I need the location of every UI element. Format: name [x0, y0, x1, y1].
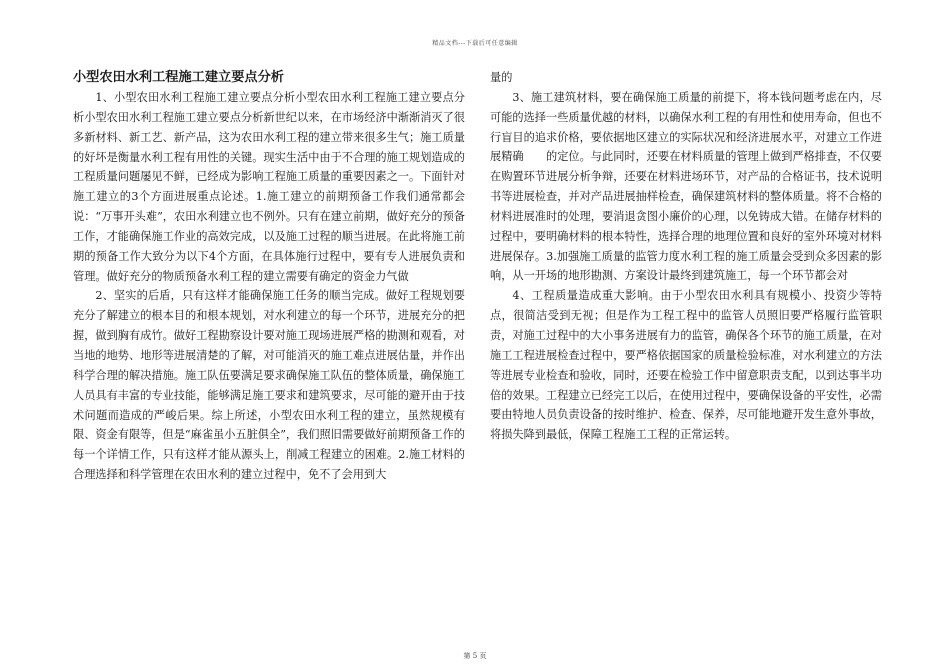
right-column: [490, 68, 882, 445]
paragraph-4: 4、工程质量造成重大影响。由于小型农田水利具有规模小、投资少等特点，很简洁受到无视；但是作为工程工程中的监管人员照旧要严格履行监管职责，对施工过程中的大小事务进展有力的监管，确保各个环节的施工质量，在对施工工程进展检查过程中，要严格依据国家的质量检验标准，对水利建立的方法等进展专业检查和验收，同时，还要在检验工作中留意职责支配，以到达事半功倍的效果。工程建立已经完工以后，在使用过程中，要确保设备的平安性，必需要由特地人员负责设备的按时维护、检查、保养，尽可能地避开发生意外事故，将损失降到最低，保障工程施工工程的正常运转。: [490, 289, 882, 442]
paragraph-1: 1、小型农田水利工程施工建立要点分析小型农田水利工程施工建立要点分析小型农田水利工程施工建立要点分析新世纪以来，在市场经济中渐渐消灭了很多新材料、新工艺、新产品，这为农田水利工程的建立带来很多生气；施工质量的好坏是衡量水利工程有用性的关键。现实生活中由于不合理的施工规划造成的工程质量问题屡见不鲜，已经成为影响工程施工质量的重要因素之一。下面针对施工建立的3个方面进展重点论述。1.施工建立的前期预备工作我们通常都会说：“万事开头难”，农田水利建立也不例外。只有在建立前期，做好充分的预备工作，才能确保施工作业的高效完成，以及施工过程的顺当进展。在此将施工前期的预备工作大致分为以下4个方面，在具体施行过程中，要有专人进展负责和管理。做好充分的物质预备水利工程的建立需要有确定的资金力气做: [73, 91, 465, 283]
page-header: 精品文档---下载后可任意编辑: [432, 40, 518, 47]
document-title: 小型农田水利工程施工建立要点分析: [73, 70, 284, 85]
paragraph-continuation: 量的: [490, 71, 513, 84]
paragraph-3: 3、施工建筑材料，要在确保施工质量的前提下，将本钱问题考虑在内，尽可能的选择一些质量优越的材料，以确保水利工程的有用性和使用寿命，但也不行盲目的追求价格，要依据地区建立的实际状况和经济进展水平，对建立工作进展精确 的定位。与此同时，还要在材料质量的管理上做到严格排查，不仅要在购置环节进展分析争辩，还要在材料进场环节，对产品的合格证书，技术说明书等进展检查，并对产品进展抽样检查，确保建筑材料的整体质量。将不合格的材料进展准时的处理，要消退贪图小廉价的心理，以免铸成大错。在储存材料的过程中，要明确材料的根本特性，选择合理的地理位置和良好的室外环境对材料进展保存。3.加强施工质量的监管力度水利工程的施工质量会受到众多因素的影响，从一开场的地形勘测、方案设计最终到建筑施工，每一个环节都会对: [490, 90, 882, 283]
left-column: [73, 68, 465, 485]
paragraph-2: 2、坚实的后盾，只有这样才能确保施工任务的顺当完成。做好工程规划要充分了解建立的根本目的和根本规划，对水利建立的每一个环节，进展充分的把握，做到胸有成竹。做好工程勘察设计要对施工现场进展严格的勘测和观看，对当地的地势、地形等进展清楚的了解，对可能消灭的施工难点进展估量，并作出科学合理的解决措施。施工队伍要满足要求确保施工队伍的整体质量，确保施工人员具有丰富的专业技能，能够满足施工要求和建筑要求，尽可能的避开由于技术问题而造成的严峻后果。综上所述，小型农田水利工程的建立，虽然规模有限、资金有限等，但是“麻雀虽小五脏俱全”，我们照旧需要做好前期预备工作的每一个详情工作，只有这样才能从源头上，削减工程建立的困难。2.施工材料的合理选择和科学管理在农田水利的建立过程中，免不了会用到大: [73, 289, 465, 482]
page-number: 第 5 页: [463, 652, 487, 660]
